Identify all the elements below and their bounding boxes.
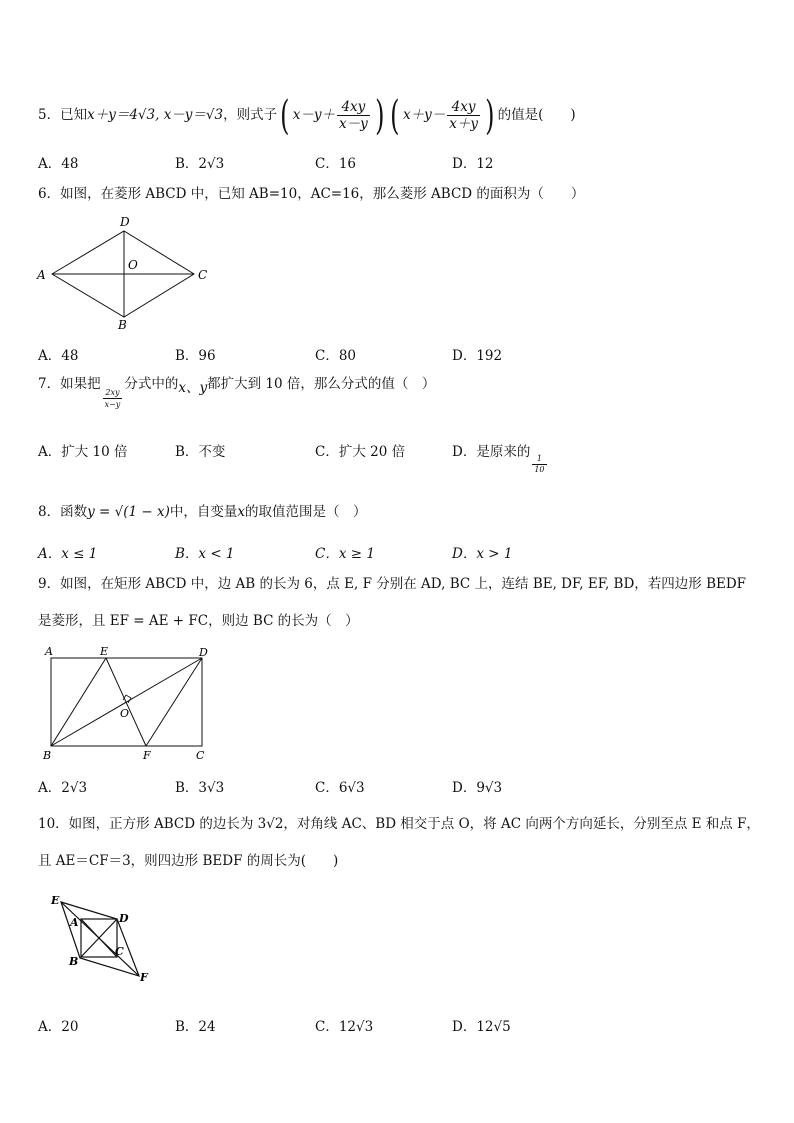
label-o: O [120, 707, 130, 720]
label-o: O [128, 258, 138, 272]
label-c: C [196, 749, 205, 762]
q9-options [38, 776, 738, 794]
q5-prefix: 5．已知 [38, 107, 88, 123]
q7-fraction [103, 387, 123, 410]
q10-options [38, 1015, 738, 1033]
q5-expr-b: x＋y－ [402, 107, 446, 123]
right-paren-icon: ) [374, 92, 385, 139]
question-5 [38, 92, 576, 139]
q8-option-b: B．x < 1 [175, 546, 235, 562]
q10-option-b: B．24 [175, 1019, 216, 1035]
question-7 [38, 373, 436, 409]
q5-frac-a-den: x－y [339, 116, 368, 132]
question-10-line-2: 且 AE＝CF＝3，则四边形 BEDF 的周长为( ) [38, 853, 339, 869]
q5-option-d: D．12 [452, 156, 494, 172]
q9-option-c: C．6√3 [315, 780, 365, 796]
label-d: D [199, 646, 208, 659]
q7-option-c: C．扩大 20 倍 [315, 444, 406, 460]
label-f: F [143, 749, 151, 762]
q8-mid: 中，自变量 [169, 504, 238, 520]
label-a: A [37, 268, 46, 282]
q6-options [38, 344, 738, 362]
q5-frac-a-num: 4xy [337, 99, 370, 116]
rectangle-figure [36, 642, 216, 764]
q5-frac-b-num: 4xy [447, 99, 480, 116]
q8-options [38, 542, 738, 560]
q7-d-frac-num: 1 [532, 454, 546, 465]
label-c: C [198, 268, 208, 282]
q9-option-b: B．3√3 [175, 780, 225, 796]
q7-prefix: 7．如果把 [38, 376, 101, 392]
q6-option-c: C．80 [315, 348, 357, 364]
q7-frac-den: x−y [104, 400, 121, 409]
q8-option-c: C．x ≥ 1 [315, 546, 375, 562]
question-9-line-2: 是菱形，且 EF = AE + FC，则边 BC 的长为（ ） [38, 613, 359, 629]
q5-mid: ，则式子 [223, 107, 278, 123]
q7-vars: x、y [178, 380, 208, 396]
question-6: 6．如图，在菱形 ABCD 中，已知 AB=10，AC=16，那么菱形 ABCD 的面积为（ ） [38, 186, 585, 202]
label-c: C [115, 945, 124, 958]
left-paren-icon: ( [390, 92, 400, 139]
q5-fraction-a [337, 99, 370, 132]
label-b: B [69, 955, 79, 968]
question-9-line-1: 9．如图，在矩形 ABCD 中，边 AB 的长为 6，点 E, F 分别在 AD, BC 上，连结 BE, DF, EF, BD，若四边形 BEDF [38, 576, 747, 592]
q5-condition: x＋y＝4√3, x－y＝√3 [87, 107, 224, 123]
q7-mid: 分式中的 [124, 376, 179, 392]
q6-option-b: B．96 [175, 348, 216, 364]
rhombus-figure [34, 213, 214, 333]
q7-option-a: A．扩大 10 倍 [38, 444, 128, 460]
label-b: B [118, 318, 127, 332]
q10-option-c: C．12√3 [315, 1019, 374, 1035]
left-paren-icon: ( [280, 92, 290, 139]
q8-option-d: D．x > 1 [452, 546, 513, 562]
q5-option-a: A．48 [38, 156, 79, 172]
q5-option-c: C．16 [315, 156, 357, 172]
label-b: B [43, 749, 52, 762]
label-e: E [100, 645, 109, 658]
q8-suffix: 的取值范围是（ ） [244, 504, 367, 520]
q8-function: y = √(1 − x) [87, 504, 170, 520]
q5-options [38, 152, 738, 170]
square-figure [44, 890, 160, 990]
q7-option-d [452, 440, 549, 474]
q9-option-a: A．2√3 [38, 780, 88, 796]
label-f: F [140, 971, 148, 984]
label-a: A [70, 916, 79, 929]
q5-fraction-b [447, 99, 480, 132]
question-10-line-1: 10．如图，正方形 ABCD 的边长为 3√2，对角线 AC、BD 相交于点 O，将 AC 向两个方向延长，分别至点 E 和点 F， [38, 816, 760, 832]
q8-option-a: A．x ≤ 1 [38, 546, 98, 562]
q7-options [38, 440, 738, 474]
q6-option-d: D．192 [452, 348, 503, 364]
q7-option-d-fraction [532, 454, 546, 475]
question-8 [38, 506, 366, 520]
label-d: D [120, 215, 130, 229]
q5-expr-a: x－y＋ [292, 107, 335, 123]
q5-option-b: B．2√3 [175, 156, 225, 172]
label-e: E [51, 894, 60, 907]
label-a: A [45, 645, 53, 658]
q5-frac-b-den: x＋y [449, 116, 478, 132]
q7-frac-num: 2xy [103, 387, 123, 399]
q7-suffix: 都扩大到 10 倍，那么分式的值（ ） [207, 376, 436, 392]
q10-option-a: A．20 [38, 1019, 79, 1035]
q7-option-d-text: D．是原来的 [452, 444, 531, 460]
q7-d-frac-den: 10 [534, 465, 545, 474]
q6-option-a: A．48 [38, 348, 79, 364]
label-d: D [119, 912, 129, 925]
q10-option-d: D．12√5 [452, 1019, 511, 1035]
q7-option-b: B．不变 [175, 444, 226, 460]
q8-prefix: 8．函数 [38, 504, 88, 520]
q5-suffix: 的值是( ) [497, 107, 576, 123]
q8-var: x [237, 504, 245, 520]
right-paren-icon: ) [485, 92, 495, 139]
q9-option-d: D．9√3 [452, 780, 503, 796]
